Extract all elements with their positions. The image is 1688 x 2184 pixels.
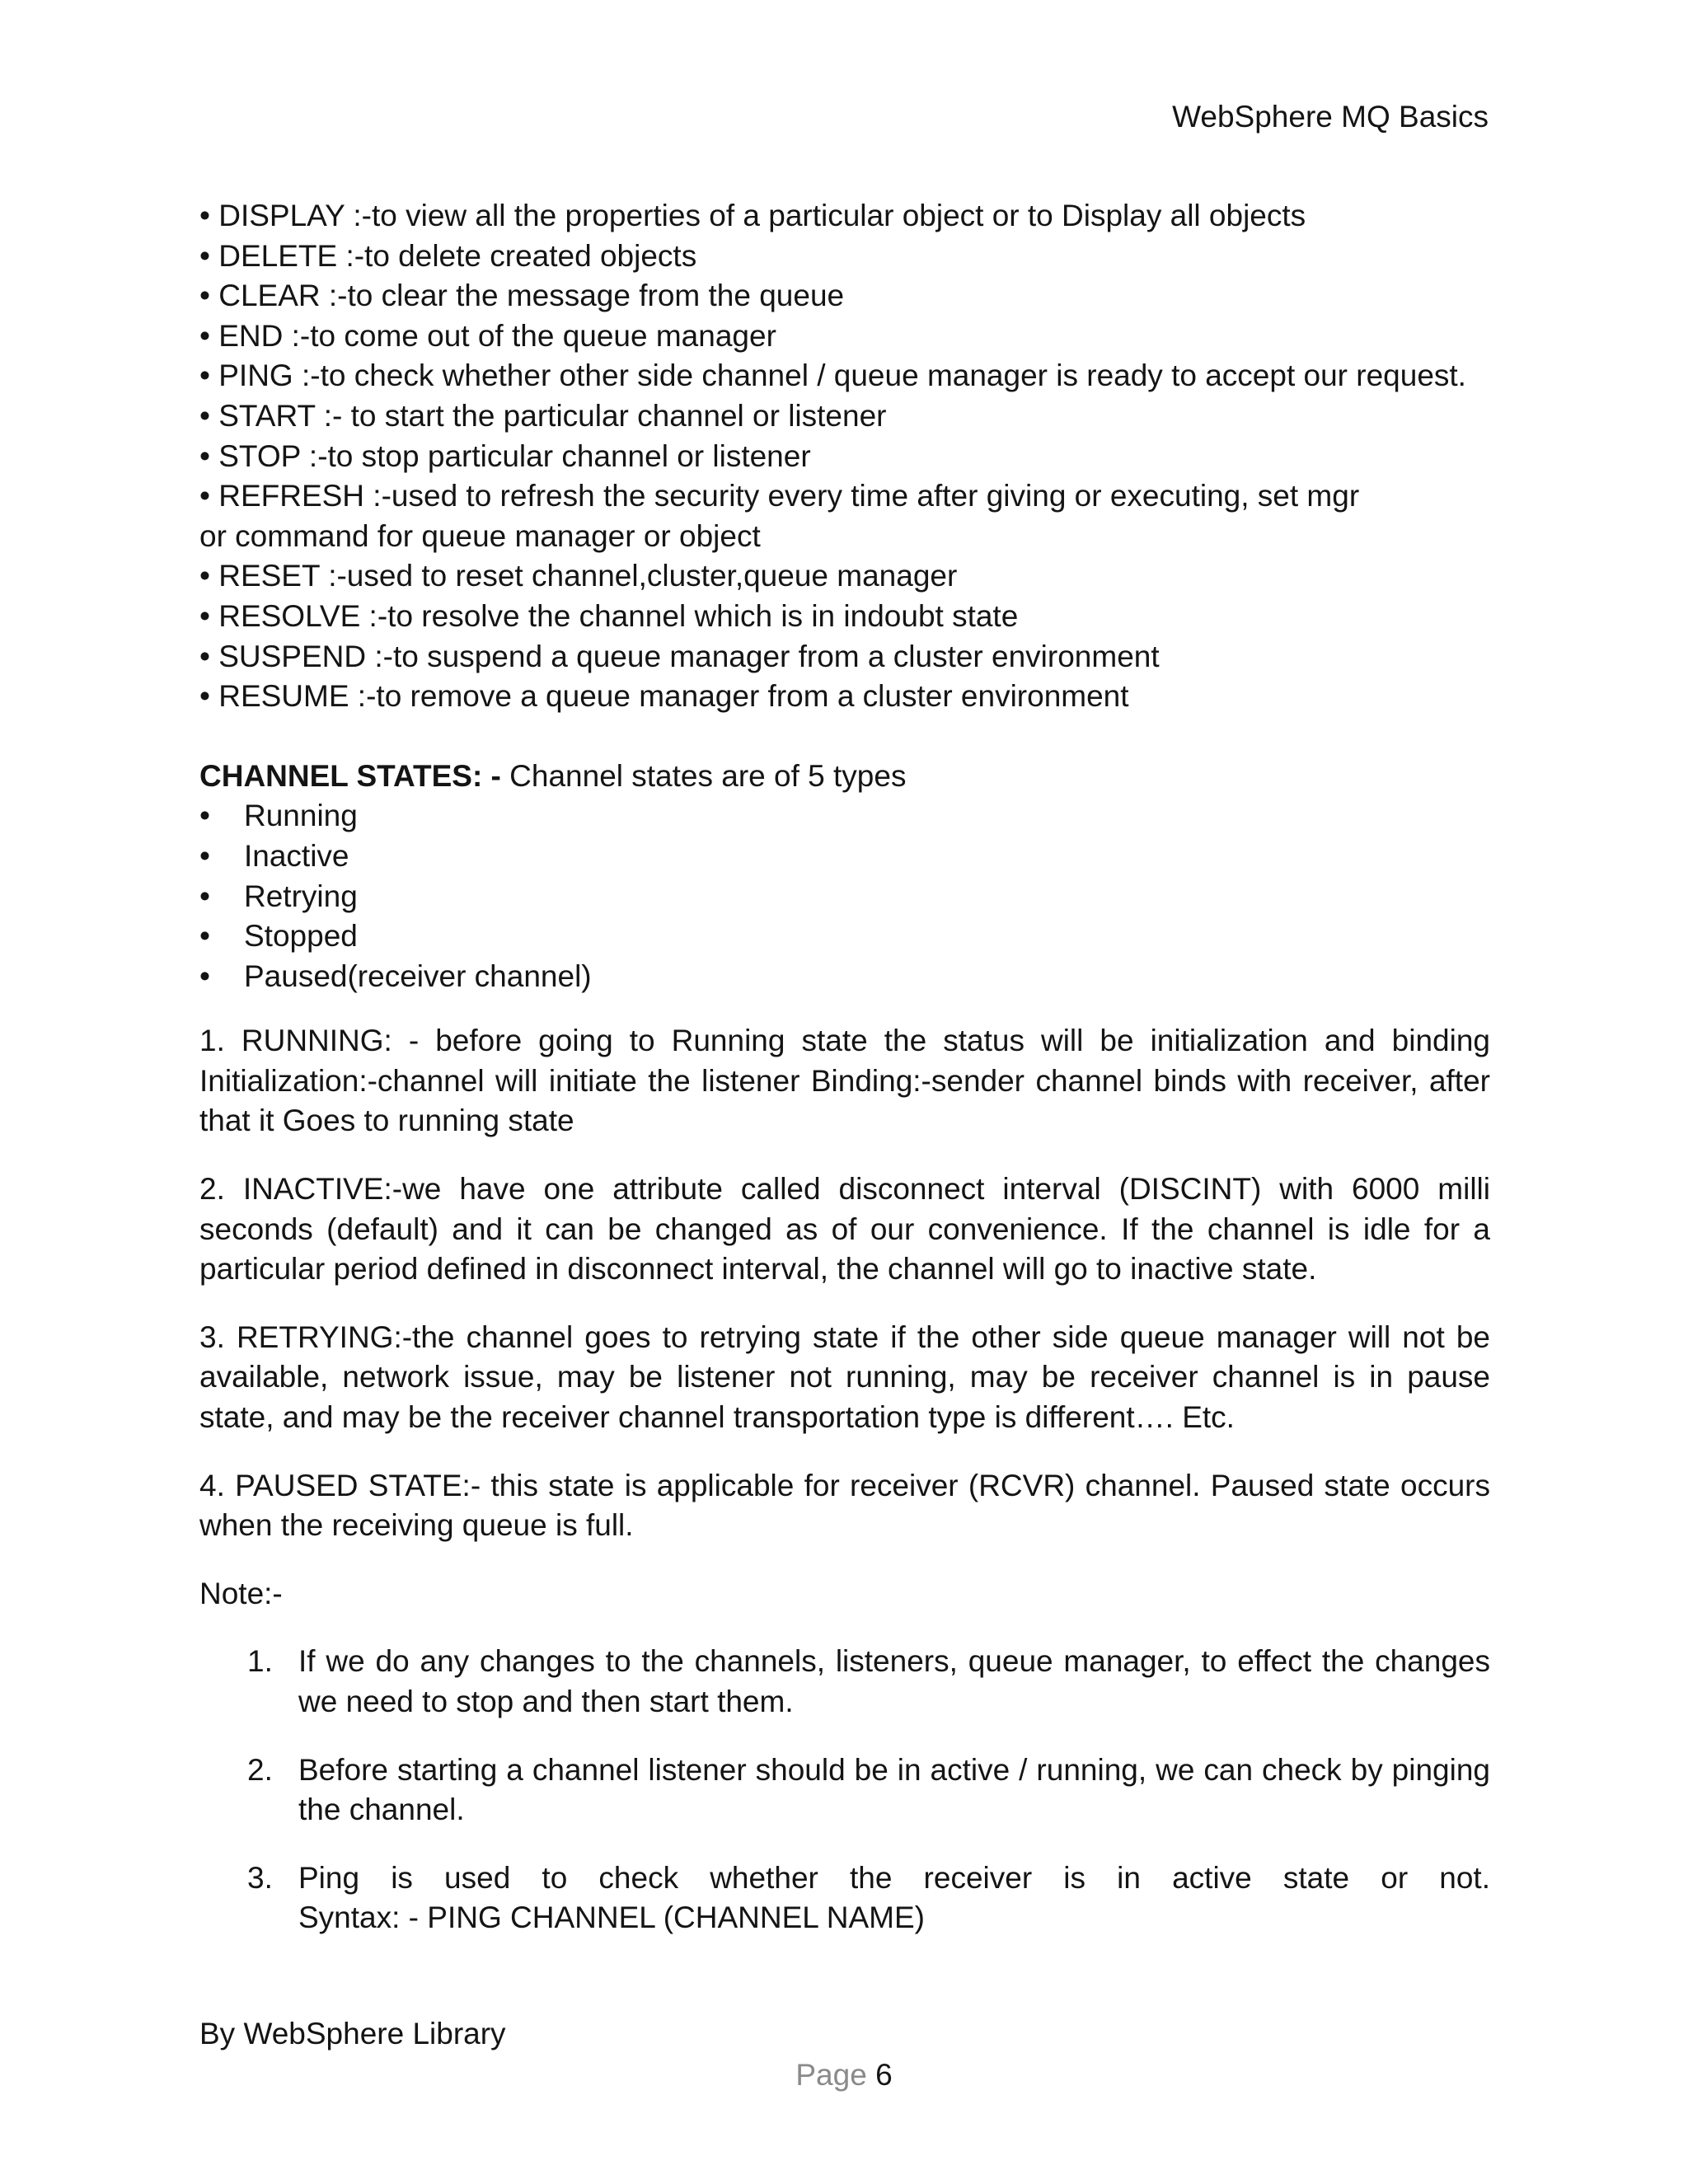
command-clear: • CLEAR :-to clear the message from the queue [199, 279, 845, 313]
paragraph-inactive: 2. INACTIVE:-we have one attribute called disconnect interval (DISCINT) with 6000 milli seconds (default) and it can be changed as of our convenience. If the channel is idle for a particular period defined in disconnect interval, the channel will go to inactive state. [199, 1172, 1490, 1286]
command-display: • DISPLAY :-to view all the properties of a particular object or to Display all objects [199, 199, 1306, 232]
paragraph-retrying: 3. RETRYING:-the channel goes to retrying state if the other side queue manager will not be available, network issue, may be listener not running, may be receiver channel is in pause state, and may be the receiver channel transportation type is different…. Etc. [199, 1319, 1490, 1435]
bullet-icon: • [199, 919, 210, 954]
note-item [199, 1642, 1490, 1722]
note-item [199, 1750, 1490, 1830]
note-item-number: 3. [247, 1860, 273, 1895]
note-item-number: 1. [247, 1644, 273, 1679]
command-ping: • PING :-to check whether other side channel / queue manager is ready to accept our request. [199, 359, 1466, 393]
state-label: Stopped [244, 919, 358, 954]
note-item-text: If we do any changes to the channels, listeners, queue manager, to effect the changes we need to stop and then start them. [298, 1644, 1490, 1718]
note-item-syntax: Syntax: - PING CHANNEL (CHANNEL NAME) [298, 1900, 925, 1935]
page-number-label: Page [795, 2058, 867, 2092]
page-number-value: 6 [875, 2058, 893, 2092]
paragraph-running: 1. RUNNING: - before going to Running state the status will be initialization and binding Initialization:-channel will initiate the listener Binding:-sender channel binds with receiver, after that it Goes to running state [199, 1024, 1490, 1138]
command-suspend: • SUSPEND :-to suspend a queue manager from a cluster environment [199, 639, 1160, 673]
state-label: Inactive [244, 838, 349, 873]
note-item [199, 1858, 1490, 1938]
channel-states-heading-text: Channel states are of 5 types [500, 758, 907, 793]
page-header-title: WebSphere MQ Basics [1172, 100, 1489, 134]
page-content [199, 196, 1490, 1938]
footer-author: By WebSphere Library [199, 2017, 506, 2050]
bullet-icon: • [199, 879, 210, 913]
channel-states-list [199, 796, 1490, 996]
state-item-stopped [199, 916, 1490, 957]
state-label: Running [244, 799, 358, 833]
state-label: Paused(receiver channel) [244, 958, 592, 993]
state-item-retrying [199, 877, 1490, 917]
state-item-inactive [199, 837, 1490, 877]
command-resolve: • RESOLVE :-to resolve the channel which is in indoubt state [199, 598, 1019, 633]
command-stop: • STOP :-to stop particular channel or listener [199, 438, 811, 473]
paragraph-paused: 4. PAUSED STATE:- this state is applicable for receiver (RCVR) channel. Paused state occurs when the receiving queue is full. [199, 1468, 1490, 1543]
command-list [199, 196, 1490, 717]
note-item-text: Ping is used to check whether the receiver is in active state or not. [298, 1860, 1490, 1895]
command-refresh: • REFRESH :-used to refresh the security every time after giving or executing, set mgr or command for queue manager or object [199, 479, 1360, 553]
state-label: Retrying [244, 879, 358, 913]
state-item-running [199, 796, 1490, 837]
note-list [199, 1642, 1490, 1938]
command-reset: • RESET :-used to reset channel,cluster,queue manager [199, 559, 958, 593]
note-item-text: Before starting a channel listener should be in active / running, we can check by pinging the channel. [298, 1752, 1490, 1827]
command-resume: • RESUME :-to remove a queue manager from a cluster environment [199, 679, 1129, 714]
note-label: Note:- [199, 1576, 283, 1610]
command-end: • END :-to come out of the queue manager [199, 318, 776, 353]
bullet-icon: • [199, 838, 210, 873]
state-item-paused [199, 957, 1490, 997]
command-delete: • DELETE :-to delete created objects [199, 238, 697, 273]
page-number [0, 2055, 1688, 2095]
note-item-number: 2. [247, 1752, 273, 1787]
command-start: • START :- to start the particular channel or listener [199, 398, 887, 433]
bullet-icon: • [199, 799, 210, 833]
channel-states-heading-bold: CHANNEL STATES: - [199, 758, 501, 793]
channel-states-heading [199, 757, 1490, 797]
bullet-icon: • [199, 958, 210, 993]
